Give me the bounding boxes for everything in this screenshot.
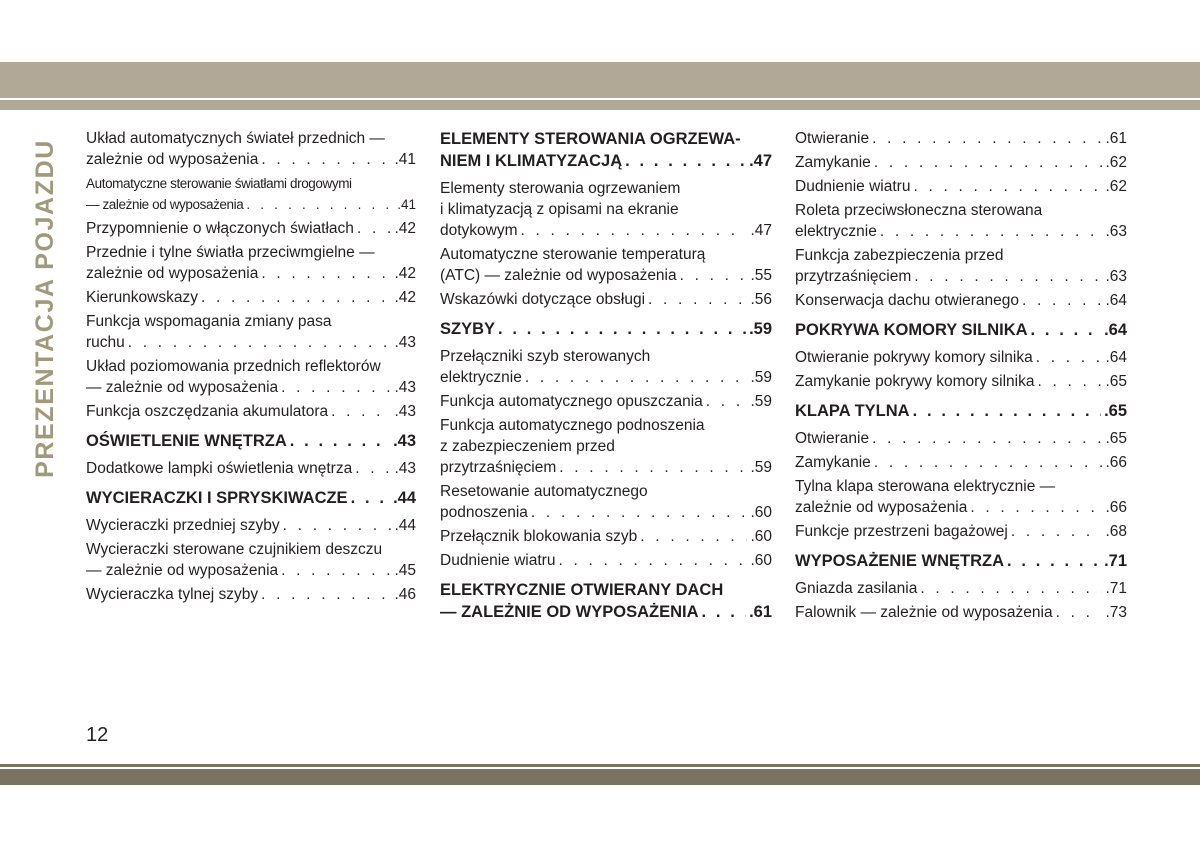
- dot-leader: [920, 578, 1102, 599]
- toc-line: [86, 287, 416, 308]
- dot-leader: [261, 263, 391, 284]
- toc-line: [440, 391, 772, 412]
- dot-leader: [648, 289, 747, 310]
- toc-line: [86, 401, 416, 422]
- toc-line: [86, 356, 416, 377]
- toc-entry: [795, 521, 1127, 542]
- toc-line: [86, 458, 416, 479]
- entry-text: Wskazówki dotyczące obsługi: [440, 291, 646, 308]
- page-reference: .44: [394, 517, 416, 534]
- toc-line: [86, 173, 416, 194]
- entry-text: Automatyczne sterowanie światłami drogowymi: [86, 176, 352, 191]
- toc-entry: [795, 200, 1127, 242]
- toc-column-1: [86, 128, 416, 608]
- toc-line: [440, 579, 772, 601]
- toc-line: [440, 318, 772, 340]
- toc-entry: [795, 290, 1127, 311]
- toc-entry: [86, 218, 416, 239]
- page-reference: .59: [750, 393, 772, 410]
- entry-text: Zamykanie pokrywy komory silnika: [795, 373, 1035, 390]
- toc-entry: [86, 128, 416, 170]
- toc-line: [795, 452, 1127, 473]
- toc-entry: [86, 356, 416, 398]
- toc-line: [795, 152, 1127, 173]
- entry-text: Funkcja wspomagania zmiany pasa: [86, 313, 332, 330]
- entry-text: przytrzaśnięciem: [795, 268, 912, 285]
- header-band: [0, 62, 1200, 98]
- entry-text: — zależnie od wyposażenia: [86, 379, 279, 396]
- toc-line: [440, 481, 772, 502]
- dot-leader: [640, 526, 747, 547]
- toc-entry: [795, 245, 1127, 287]
- toc-line: [440, 150, 772, 172]
- dot-leader: [914, 266, 1102, 287]
- page-reference: .62: [1105, 178, 1127, 195]
- toc-column-2: [440, 128, 772, 629]
- dot-leader: [680, 265, 748, 286]
- page-reference: .43: [394, 334, 416, 351]
- toc-line: [86, 263, 416, 284]
- dot-leader: [128, 332, 392, 353]
- page-reference: .43: [394, 403, 416, 420]
- page-reference: .63: [1105, 268, 1127, 285]
- toc-line: [86, 377, 416, 398]
- toc-line: [86, 242, 416, 263]
- toc-entry: [440, 346, 772, 388]
- page-reference: .55: [750, 267, 772, 284]
- dot-leader: [290, 430, 390, 452]
- entry-text: Otwieranie: [795, 430, 870, 447]
- entry-text: Dudnienie wiatru: [795, 178, 911, 195]
- page-reference: .43: [394, 379, 416, 396]
- entry-text: Funkcja oszczędzania akumulatora: [86, 403, 329, 420]
- page-reference: .71: [1104, 552, 1127, 570]
- entry-text: Funkcja zabezpieczenia przed: [795, 247, 1004, 264]
- page-reference: .42: [394, 265, 416, 282]
- page-reference: .68: [1105, 523, 1127, 540]
- dot-leader: [702, 601, 747, 623]
- toc-line: [86, 430, 416, 452]
- dot-leader: [1036, 347, 1103, 368]
- dot-leader: [1011, 521, 1103, 542]
- toc-entry: [440, 526, 772, 547]
- dot-leader: [880, 221, 1103, 242]
- entry-text: Układ automatycznych świateł przednich —: [86, 130, 385, 147]
- page-reference: .59: [749, 320, 772, 338]
- toc-entry: [795, 176, 1127, 197]
- page-reference: .47: [749, 152, 772, 170]
- toc-entry: [440, 178, 772, 241]
- toc-line: [440, 244, 772, 265]
- toc-entry: [795, 371, 1127, 392]
- dot-leader: [872, 128, 1102, 149]
- page-reference: .66: [1105, 499, 1127, 516]
- entry-text: Wycieraczka tylnej szyby: [86, 586, 259, 603]
- toc-line: [795, 347, 1127, 368]
- dot-leader: [1022, 290, 1102, 311]
- page-reference: .41: [397, 197, 416, 212]
- page-reference: .59: [750, 459, 772, 476]
- toc-line: [795, 400, 1127, 422]
- page-reference: .60: [750, 504, 772, 521]
- toc-entry: [86, 401, 416, 422]
- heading-text: SZYBY: [440, 320, 496, 338]
- toc-line: [795, 602, 1127, 623]
- heading-text: WYPOSAŻENIE WNĘTRZA: [795, 552, 1004, 570]
- toc-line: [86, 560, 416, 581]
- page-reference: .42: [394, 220, 416, 237]
- toc-line: [795, 371, 1127, 392]
- page-reference: .66: [1105, 454, 1127, 471]
- toc-line: [440, 436, 772, 457]
- toc-entry: [795, 128, 1127, 149]
- toc-line: [795, 497, 1127, 518]
- page-reference: .61: [749, 603, 772, 621]
- toc-line: [440, 289, 772, 310]
- toc-section-heading: [795, 319, 1127, 341]
- dot-leader: [874, 152, 1103, 173]
- footer-rule: [0, 764, 1200, 767]
- entry-text: Przełącznik blokowania szyb: [440, 528, 638, 545]
- dot-leader: [261, 584, 391, 605]
- toc-entry: [795, 452, 1127, 473]
- page-reference: .42: [394, 289, 416, 306]
- entry-text: Funkcja automatycznego podnoszenia: [440, 417, 705, 434]
- page-reference: .60: [750, 528, 772, 545]
- toc-line: [440, 502, 772, 523]
- entry-text: Otwieranie pokrywy komory silnika: [795, 349, 1033, 366]
- toc-entry: [440, 415, 772, 478]
- toc-line: [440, 178, 772, 199]
- page-reference: .63: [1105, 223, 1127, 240]
- page-reference: .46: [394, 586, 416, 603]
- heading-text: — ZALEŻNIE OD WYPOSAŻENIA: [440, 603, 699, 621]
- entry-text: Gniazda zasilania: [795, 580, 918, 597]
- dot-leader: [913, 176, 1102, 197]
- entry-text: Wycieraczki przedniej szyby: [86, 517, 280, 534]
- page-reference: .65: [1104, 402, 1127, 420]
- toc-line: [86, 194, 416, 215]
- entry-text: Automatyczne sterowanie temperaturą: [440, 246, 706, 263]
- toc-line: [795, 319, 1127, 341]
- entry-text: zależnie od wyposażenia: [86, 265, 259, 282]
- toc-section-heading: [440, 318, 772, 340]
- entry-text: Przypomnienie o włączonych światłach: [86, 220, 354, 237]
- toc-line: [795, 550, 1127, 572]
- page-reference: .64: [1105, 349, 1127, 366]
- section-side-title-text: PREZENTACJA POJAZDU: [30, 138, 59, 478]
- toc-line: [86, 515, 416, 536]
- page-reference: .71: [1105, 580, 1127, 597]
- toc-section-heading: [86, 430, 416, 452]
- toc-line: [795, 266, 1127, 287]
- toc-section-heading: [440, 128, 772, 172]
- dot-leader: [531, 502, 748, 523]
- toc-entry: [795, 602, 1127, 623]
- page-reference: .41: [394, 151, 416, 168]
- toc-line: [440, 346, 772, 367]
- toc-line: [440, 526, 772, 547]
- page-reference: .65: [1105, 373, 1127, 390]
- toc-line: [795, 428, 1127, 449]
- entry-text: Wycieraczki sterowane czujnikiem deszczu: [86, 541, 383, 558]
- entry-text: Otwieranie: [795, 130, 870, 147]
- toc-entry: [86, 287, 416, 308]
- toc-entry: [795, 578, 1127, 599]
- toc-entry: [86, 515, 416, 536]
- toc-line: [795, 128, 1127, 149]
- toc-line: [795, 176, 1127, 197]
- toc-line: [795, 476, 1127, 497]
- page-reference: .64: [1105, 292, 1127, 309]
- section-side-title: [30, 132, 60, 484]
- toc-line: [86, 584, 416, 605]
- entry-text: Kierunkowskazy: [86, 289, 198, 306]
- toc-line: [795, 221, 1127, 242]
- toc-line: [86, 128, 416, 149]
- toc-entry: [795, 347, 1127, 368]
- toc-line: [86, 332, 416, 353]
- entry-text: podnoszenia: [440, 504, 528, 521]
- toc-entry: [440, 481, 772, 523]
- page-number: 12: [86, 724, 109, 746]
- toc-section-heading: [440, 579, 772, 623]
- toc-entry: [440, 550, 772, 571]
- dot-leader: [246, 194, 394, 215]
- dot-leader: [558, 550, 747, 571]
- toc-entry: [440, 391, 772, 412]
- toc-line: [86, 149, 416, 170]
- entry-text: Roleta przeciwsłoneczna sterowana: [795, 202, 1043, 219]
- entry-text: ruchu: [86, 334, 125, 351]
- entry-text: Układ poziomowania przednich reflektorów: [86, 358, 381, 375]
- dot-leader: [261, 149, 391, 170]
- toc-entry: [86, 458, 416, 479]
- heading-text: ELEMENTY STEROWANIA OGRZEWA-: [440, 130, 741, 148]
- page-reference: .60: [750, 552, 772, 569]
- dot-leader: [351, 487, 390, 509]
- toc-section-heading: [86, 487, 416, 509]
- entry-text: Falownik — zależnie od wyposażenia: [795, 604, 1053, 621]
- heading-text: POKRYWA KOMORY SILNIKA: [795, 321, 1028, 339]
- toc-entry: [795, 428, 1127, 449]
- toc-line: [86, 311, 416, 332]
- toc-line: [86, 218, 416, 239]
- toc-line: [440, 367, 772, 388]
- heading-text: NIEM I KLIMATYZACJĄ: [440, 152, 623, 170]
- entry-text: elektrycznie: [795, 223, 877, 240]
- dot-leader: [913, 400, 1101, 422]
- dot-leader: [201, 287, 391, 308]
- dot-leader: [559, 457, 747, 478]
- entry-text: z zabezpieczeniem przed: [440, 438, 615, 455]
- dot-leader: [283, 515, 392, 536]
- dot-leader: [625, 150, 746, 172]
- toc-line: [440, 601, 772, 623]
- dot-leader: [521, 220, 748, 241]
- entry-text: Funkcje przestrzeni bagażowej: [795, 523, 1008, 540]
- entry-text: Przednie i tylne światła przeciwmgielne —: [86, 244, 375, 261]
- heading-text: KLAPA TYLNA: [795, 402, 910, 420]
- entry-text: Zamykanie: [795, 154, 871, 171]
- entry-text: i klimatyzacją z opisami na ekranie: [440, 201, 679, 218]
- entry-text: Przełączniki szyb sterowanych: [440, 348, 651, 365]
- entry-text: zależnie od wyposażenia: [86, 151, 259, 168]
- page-reference: .61: [1105, 130, 1127, 147]
- entry-text: dotykowym: [440, 222, 518, 239]
- entry-text: Konserwacja dachu otwieranego: [795, 292, 1020, 309]
- heading-text: WYCIERACZKI I SPRYSKIWACZE: [86, 489, 348, 507]
- toc-section-heading: [795, 400, 1127, 422]
- toc-entry: [440, 289, 772, 310]
- toc-line: [795, 200, 1127, 221]
- dot-leader: [1007, 550, 1101, 572]
- toc-line: [795, 290, 1127, 311]
- toc-entry: [86, 173, 416, 215]
- toc-line: [795, 521, 1127, 542]
- dot-leader: [872, 428, 1102, 449]
- page-reference: .43: [393, 432, 416, 450]
- dot-leader: [357, 218, 392, 239]
- toc-column-3: [795, 128, 1127, 626]
- dot-leader: [970, 497, 1102, 518]
- toc-line: [440, 550, 772, 571]
- entry-text: Funkcja automatycznego opuszczania: [440, 393, 703, 410]
- dot-leader: [281, 377, 391, 398]
- dot-leader: [525, 367, 748, 388]
- toc-entry: [86, 539, 416, 581]
- dot-leader: [498, 318, 746, 340]
- toc-entry: [795, 152, 1127, 173]
- toc-line: [86, 539, 416, 560]
- toc-entry: [86, 311, 416, 353]
- toc-entry: [86, 242, 416, 284]
- toc-line: [440, 265, 772, 286]
- toc-line: [440, 199, 772, 220]
- entry-text: (ATC) — zależnie od wyposażenia: [440, 267, 677, 284]
- heading-text: OŚWIETLENIE WNĘTRZA: [86, 432, 287, 450]
- toc-entry: [795, 476, 1127, 518]
- toc-entry: [86, 584, 416, 605]
- header-rule: [0, 100, 1200, 110]
- entry-text: Resetowanie automatycznego: [440, 483, 648, 500]
- dot-leader: [1056, 602, 1103, 623]
- page-reference: .64: [1104, 321, 1127, 339]
- page-reference: .43: [394, 460, 416, 477]
- page-reference: .47: [750, 222, 772, 239]
- dot-leader: [1037, 371, 1102, 392]
- page-reference: .62: [1105, 154, 1127, 171]
- toc-section-heading: [795, 550, 1127, 572]
- page-reference: .56: [750, 291, 772, 308]
- heading-text: ELEKTRYCZNIE OTWIERANY DACH: [440, 581, 724, 599]
- toc-line: [795, 578, 1127, 599]
- entry-text: Dudnienie wiatru: [440, 552, 556, 569]
- entry-text: przytrzaśnięciem: [440, 459, 557, 476]
- footer-band: [0, 769, 1200, 785]
- dot-leader: [706, 391, 748, 412]
- toc-line: [440, 457, 772, 478]
- page-reference: .45: [394, 562, 416, 579]
- entry-text: elektrycznie: [440, 369, 522, 386]
- entry-text: — zależnie od wyposażenia: [86, 562, 279, 579]
- dot-leader: [331, 401, 391, 422]
- toc-line: [440, 415, 772, 436]
- page-reference: .59: [750, 369, 772, 386]
- entry-text: Tylna klapa sterowana elektrycznie —: [795, 478, 1056, 495]
- page-reference: .65: [1105, 430, 1127, 447]
- entry-text: Dodatkowe lampki oświetlenia wnętrza: [86, 460, 353, 477]
- toc-line: [440, 220, 772, 241]
- page-reference: .44: [393, 489, 416, 507]
- toc-entry: [440, 244, 772, 286]
- page-reference: .73: [1105, 604, 1127, 621]
- dot-leader: [355, 458, 391, 479]
- entry-text: Elementy sterowania ogrzewaniem: [440, 180, 681, 197]
- entry-text: Zamykanie: [795, 454, 871, 471]
- toc-line: [440, 128, 772, 150]
- dot-leader: [874, 452, 1103, 473]
- dot-leader: [281, 560, 391, 581]
- entry-text: zależnie od wyposażenia: [795, 499, 968, 516]
- dot-leader: [1031, 319, 1102, 341]
- toc-line: [86, 487, 416, 509]
- entry-text: — zależnie od wyposażenia: [86, 197, 244, 212]
- toc-line: [795, 245, 1127, 266]
